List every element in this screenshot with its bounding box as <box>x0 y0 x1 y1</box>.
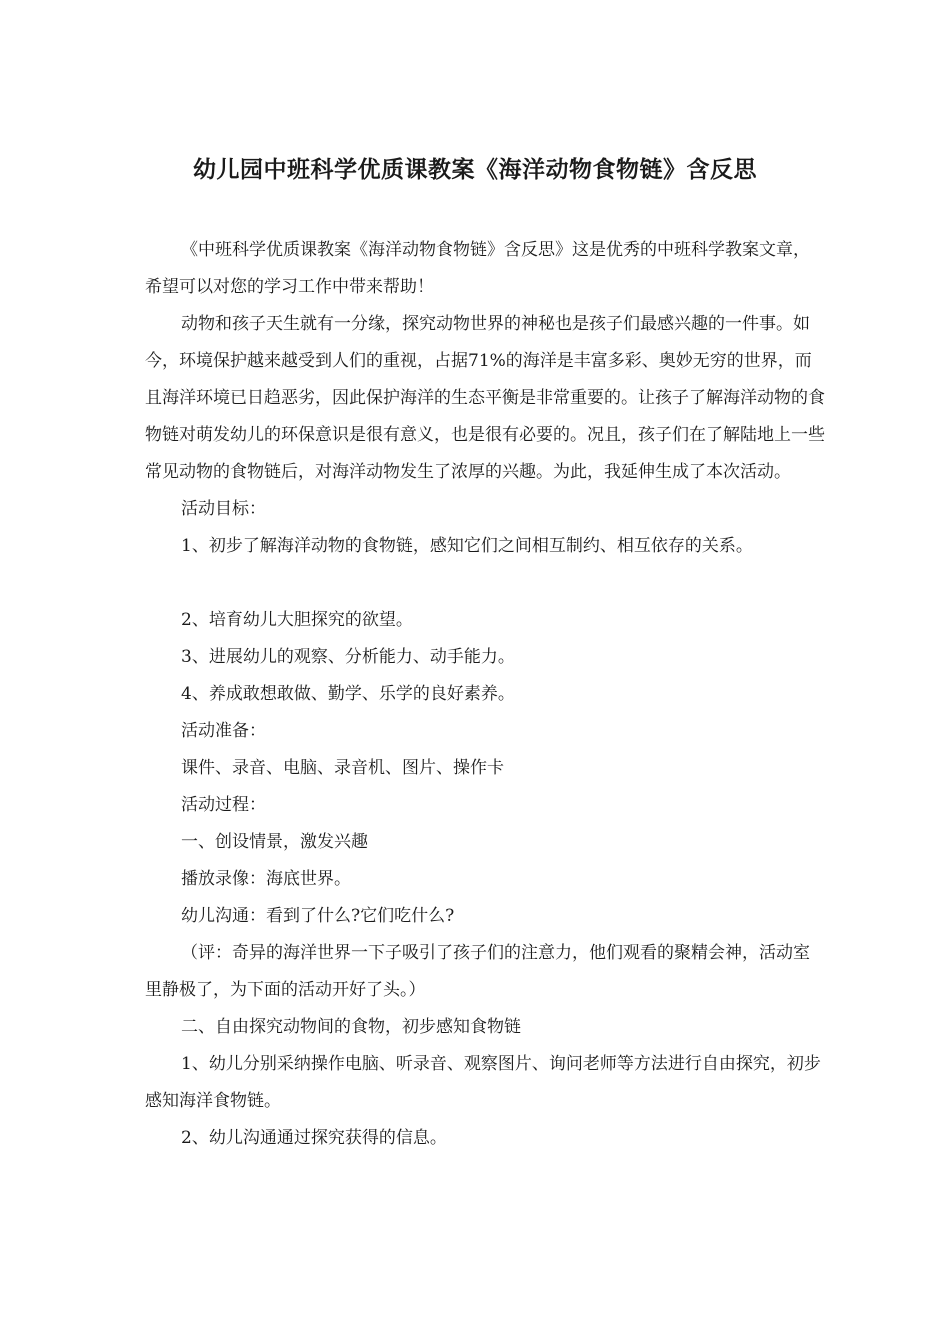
document-body <box>145 232 825 1157</box>
goal-item-3: 3、进展幼儿的观察、分析能力、动手能力。 <box>181 647 515 667</box>
goal-item-1: 1、初步了解海洋动物的食物链，感知它们之间相互制约、相互依存的关系。 <box>181 536 753 556</box>
step-2-heading: 二、自由探究动物间的食物，初步感知食物链 <box>181 1017 521 1037</box>
goal-item-4: 4、养成敢想敢做、勤学、乐学的良好素养。 <box>181 684 515 704</box>
background-paragraph: 动物和孩子天生就有一分缘，探究动物世界的神秘也是孩子们最感兴趣的一件事。如今，环境保护越来越受到人们的重视，占据71%的海洋是丰富多彩、奥妙无穷的世界，而且海洋环境已日趋恶劣，因此保护海洋的生态平衡是非常重要的。让孩子了解海洋动物的食物链对萌发幼儿的环保意识是很有意义，也是很有必要的。况且，孩子们在了解陆地上一些常见动物的食物链后，对海洋动物发生了浓厚的兴趣。为此，我延伸生成了本次活动。 <box>145 314 825 482</box>
preparation-list: 课件、录音、电脑、录音机、图片、操作卡 <box>181 758 504 778</box>
preparation-heading: 活动准备： <box>181 721 266 741</box>
step-1-discussion: 幼儿沟通：看到了什么?它们吃什么? <box>181 906 455 926</box>
step-1-heading: 一、创设情景，激发兴趣 <box>181 832 368 852</box>
process-heading: 活动过程： <box>181 795 266 815</box>
goal-item-2: 2、培育幼儿大胆探究的欲望。 <box>181 610 413 630</box>
blank-line <box>145 565 825 602</box>
intro-paragraph: 《中班科学优质课教案《海洋动物食物链》含反思》这是优秀的中班科学教案文章，希望可以对您的学习工作中带来帮助！ <box>145 240 810 297</box>
document-title: 幼儿园中班科学优质课教案《海洋动物食物链》含反思 <box>193 157 757 183</box>
goals-heading: 活动目标： <box>181 499 266 519</box>
step-1-video: 播放录像：海底世界。 <box>181 869 351 889</box>
step-2-item-1: 1、幼儿分别采纳操作电脑、听录音、观察图片、询问老师等方法进行自由探究，初步感知海洋食物链。 <box>145 1054 821 1111</box>
step-2-item-2: 2、幼儿沟通通过探究获得的信息。 <box>181 1128 447 1148</box>
step-1-comment: （评：奇异的海洋世界一下子吸引了孩子们的注意力，他们观看的聚精会神，活动室里静极了，为下面的活动开好了头。） <box>145 943 810 1000</box>
